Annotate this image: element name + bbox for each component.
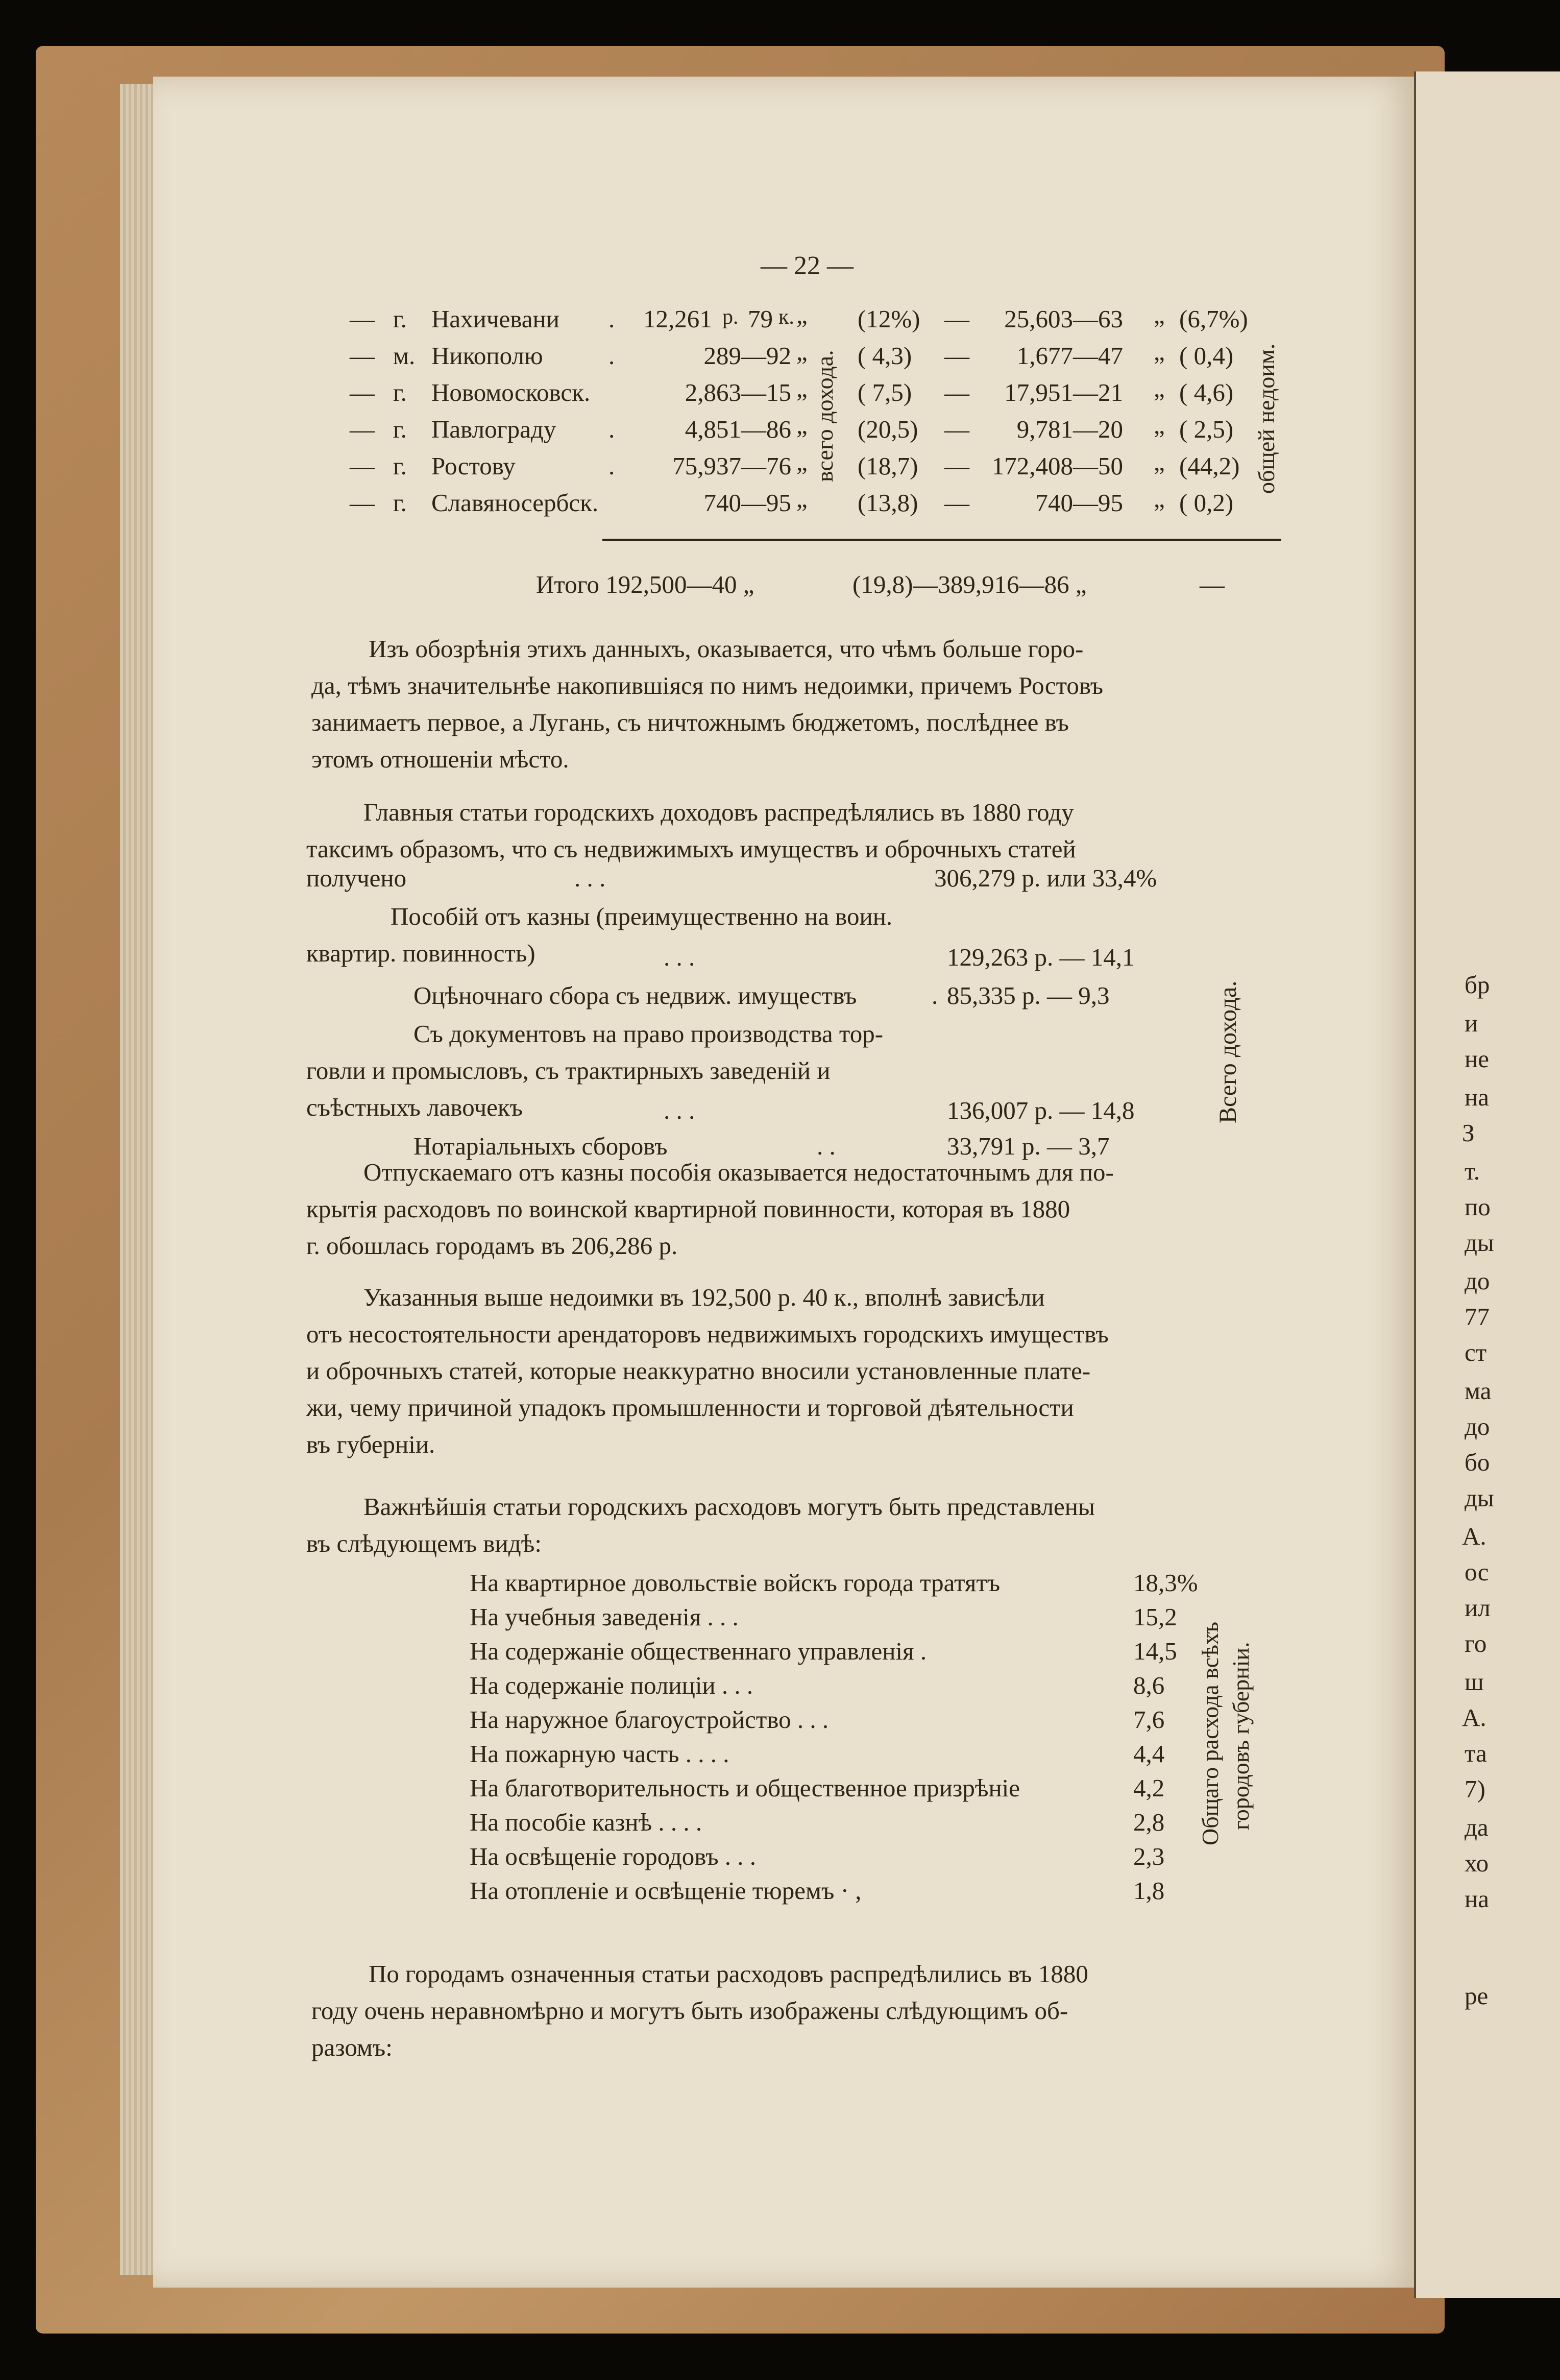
paragraph-1 bbox=[311, 631, 1103, 778]
income-label-line: Пособій отъ казны (преимущественно на воин. bbox=[391, 902, 893, 930]
next-page-fragment: 77 bbox=[1465, 1303, 1490, 1331]
expense-value: 7,6 bbox=[1133, 1705, 1165, 1734]
text-line: Важнѣйшія статьи городскихъ расходовъ могутъ быть представлены bbox=[363, 1493, 1095, 1521]
expense-value: 2,8 bbox=[1133, 1808, 1165, 1836]
income-label-line: Оцѣночнаго сбора съ недвиж. имуществъ bbox=[413, 981, 857, 1009]
paragraph-3 bbox=[306, 1154, 1114, 1264]
row-dash: — bbox=[350, 342, 375, 370]
row-prefix: г. bbox=[393, 452, 407, 480]
row-dash2: — bbox=[944, 415, 969, 443]
row-dash2: — bbox=[944, 305, 969, 333]
next-page-fragment: ре bbox=[1465, 1982, 1489, 2010]
p2-last-label: получено bbox=[306, 864, 407, 892]
paragraph-2 bbox=[306, 794, 1076, 868]
next-page-fragment: т. bbox=[1465, 1157, 1480, 1185]
row-dot: . bbox=[608, 452, 615, 480]
income-label-line: Нотаріальныхъ сборовъ bbox=[413, 1132, 668, 1160]
text-line: Указанныя выше недоимки въ 192,500 р. 40 к., вполнѣ зависѣли bbox=[363, 1283, 1045, 1311]
row-prefix: м. bbox=[393, 342, 416, 370]
table-total-dash: — bbox=[1200, 570, 1225, 598]
next-page bbox=[1414, 71, 1560, 2298]
expense-value: 15,2 bbox=[1133, 1603, 1177, 1631]
income-value: 129,263 р. — 14,1 bbox=[947, 943, 1135, 971]
next-page-fragment: не bbox=[1465, 1045, 1489, 1073]
expense-value: 8,6 bbox=[1133, 1671, 1165, 1699]
expense-label: На квартирное довольствіе войскъ города тратятъ bbox=[470, 1569, 1001, 1597]
expense-value: 14,5 bbox=[1133, 1637, 1177, 1665]
next-page-fragment: ды bbox=[1465, 1229, 1494, 1257]
income-dots: . . bbox=[817, 1132, 836, 1160]
text-line: г. обошлась городамъ въ 206,286 р. bbox=[306, 1232, 678, 1260]
row-pct: (18,7) bbox=[858, 452, 918, 480]
page bbox=[153, 77, 1414, 2288]
row-ditto: „ bbox=[796, 338, 808, 366]
row-ditto2: „ bbox=[1154, 485, 1165, 513]
next-page-fragment: бо bbox=[1465, 1448, 1490, 1476]
paragraph-6 bbox=[311, 1956, 1088, 2066]
row-amount: 12,261 bbox=[643, 305, 712, 333]
row-dash: — bbox=[350, 305, 375, 333]
row-city: Нахичевани bbox=[431, 305, 559, 333]
row-kop-unit: к. bbox=[778, 305, 794, 329]
next-page-fragment: З bbox=[1462, 1119, 1475, 1147]
text-line: Отпускаемаго отъ казны пособія оказывается недостаточнымъ для по- bbox=[363, 1158, 1114, 1186]
paragraph-4 bbox=[306, 1279, 1109, 1463]
expense-vertical-label-1: Общаго расхода всѣхъ bbox=[1197, 1621, 1223, 1846]
next-page-fragment: до bbox=[1465, 1412, 1490, 1440]
row-pct: (20,5) bbox=[858, 415, 918, 443]
row-share: (44,2) bbox=[1179, 452, 1240, 480]
income-dots: . bbox=[932, 981, 938, 1009]
row-dot: . bbox=[608, 415, 615, 443]
row-dash: — bbox=[350, 415, 375, 443]
row-share: ( 4,6) bbox=[1179, 378, 1234, 406]
expense-value: 18,3% bbox=[1133, 1569, 1198, 1597]
page-number: — 22 — bbox=[761, 251, 854, 280]
row-amount: 2,863—15 bbox=[685, 378, 791, 406]
row-total: 25,603—63 bbox=[1004, 305, 1123, 333]
row-share: ( 2,5) bbox=[1179, 415, 1234, 443]
expense-value: 1,8 bbox=[1133, 1877, 1165, 1905]
expense-label: На учебныя заведенія . . . bbox=[470, 1603, 739, 1631]
next-page-fragment: ст bbox=[1465, 1338, 1487, 1366]
expense-value: 4,4 bbox=[1133, 1740, 1165, 1768]
next-page-fragment: 7) bbox=[1465, 1775, 1485, 1803]
row-dash2: — bbox=[944, 452, 969, 480]
row-dash2: — bbox=[944, 378, 969, 406]
row-dot: . bbox=[608, 342, 615, 370]
vertical-label-arrears: общей недоим. bbox=[1253, 343, 1279, 494]
row-ditto: „ bbox=[796, 301, 808, 329]
row-total: 740—95 bbox=[1035, 489, 1123, 517]
next-page-fragment: ды bbox=[1465, 1484, 1494, 1512]
text-line: жи, чему причиной упадокъ промышленности и торговой дѣятельности bbox=[306, 1393, 1074, 1422]
expense-label: На благотворительность и общественное призрѣніе bbox=[470, 1774, 1020, 1802]
row-amount: 740—95 bbox=[703, 489, 791, 517]
text-line: По городамъ означенныя статьи расходовъ распредѣлились въ 1880 bbox=[369, 1960, 1088, 1988]
income-dots: . . . bbox=[664, 943, 695, 971]
next-page-fragment: на bbox=[1465, 1083, 1489, 1111]
row-prefix: г. bbox=[393, 415, 407, 443]
text-line: отъ несостоятельности арендаторовъ недвижимыхъ городскихъ имуществъ bbox=[306, 1320, 1109, 1348]
next-page-fragment: по bbox=[1465, 1193, 1491, 1221]
p2-dots: . . . bbox=[574, 864, 606, 892]
row-share: ( 0,4) bbox=[1179, 342, 1234, 370]
row-city: Славяносербск. bbox=[431, 489, 599, 517]
next-page-fragment: ос bbox=[1465, 1558, 1489, 1586]
row-kop: 79 bbox=[748, 305, 773, 333]
row-pct: (13,8) bbox=[858, 489, 918, 517]
text-line: занимаетъ первое, а Лугань, съ ничтожнымъ бюджетомъ, послѣднее въ bbox=[311, 708, 1069, 736]
row-dash: — bbox=[350, 489, 375, 517]
row-dot: . bbox=[608, 305, 615, 333]
expense-vertical-label-2: городовъ губерніи. bbox=[1228, 1642, 1254, 1831]
income-label-line: говли и промысловъ, съ трактирныхъ заведеній и bbox=[306, 1056, 831, 1085]
row-total: 17,951—21 bbox=[1004, 378, 1123, 406]
row-pct: ( 7,5) bbox=[858, 378, 912, 406]
expense-label: На пожарную часть . . . . bbox=[470, 1740, 729, 1768]
row-prefix: г. bbox=[393, 305, 407, 333]
text-line: таксимъ образомъ, что съ недвижимыхъ имуществъ и оброчныхъ статей bbox=[306, 835, 1076, 863]
expense-label: На пособіе казнѣ . . . . bbox=[470, 1808, 702, 1836]
row-ditto: „ bbox=[796, 374, 808, 402]
income-value: 136,007 р. — 14,8 bbox=[947, 1096, 1135, 1124]
row-total: 9,781—20 bbox=[1016, 415, 1123, 443]
row-city: Павлограду bbox=[431, 415, 556, 443]
row-ditto: „ bbox=[796, 448, 808, 476]
row-city: Новомосковск. bbox=[431, 378, 591, 406]
row-pct: (12%) bbox=[858, 305, 920, 333]
row-ditto: „ bbox=[796, 485, 808, 513]
text-line: въ слѣдующемъ видѣ: bbox=[306, 1529, 542, 1557]
next-page-fragment: А. bbox=[1462, 1703, 1486, 1732]
income-vertical-label: Всего дохода. bbox=[1214, 980, 1241, 1123]
next-page-fragment: ил bbox=[1465, 1594, 1491, 1622]
table-total-pct: (19,8)—389,916—86 „ bbox=[852, 570, 1087, 598]
text-line: и оброчныхъ статей, которые неаккуратно вносили установленные плате- bbox=[306, 1357, 1091, 1385]
paragraph-5 bbox=[306, 1488, 1095, 1562]
next-page-fragment: хо bbox=[1465, 1849, 1489, 1877]
next-page-fragment: ш bbox=[1465, 1668, 1484, 1696]
row-prefix: г. bbox=[393, 378, 407, 406]
next-page-fragment: бр bbox=[1465, 971, 1490, 999]
row-amount: 289—92 bbox=[703, 342, 791, 370]
income-label-line: съѣстныхъ лавочекъ bbox=[306, 1093, 523, 1121]
row-total: 172,408—50 bbox=[991, 452, 1123, 480]
expense-value: 2,3 bbox=[1133, 1842, 1165, 1870]
next-page-fragment: та bbox=[1465, 1739, 1487, 1767]
row-ditto2: „ bbox=[1154, 411, 1165, 439]
vertical-label-income: всего дохода. bbox=[812, 350, 838, 483]
row-pct: ( 4,3) bbox=[858, 342, 912, 370]
text-line: крытія расходовъ по воинской квартирной повинности, которая въ 1880 bbox=[306, 1195, 1070, 1223]
row-dash: — bbox=[350, 452, 375, 480]
income-label-line: Съ документовъ на право производства тор- bbox=[413, 1020, 884, 1048]
next-page-fragment: и bbox=[1465, 1009, 1478, 1037]
row-amount: 75,937—76 bbox=[672, 452, 791, 480]
text-line: въ губерніи. bbox=[306, 1430, 435, 1458]
next-page-fragment: ма bbox=[1465, 1377, 1492, 1405]
text-line: этомъ отношеніи мѣсто. bbox=[311, 745, 569, 773]
row-share: (6,7%) bbox=[1179, 305, 1248, 333]
next-page-fragment: А. bbox=[1462, 1522, 1486, 1550]
row-ditto2: „ bbox=[1154, 301, 1165, 329]
text-line: Главныя статьи городскихъ доходовъ распредѣлялись въ 1880 году bbox=[363, 798, 1074, 826]
row-total: 1,677—47 bbox=[1016, 342, 1123, 370]
table-total-label: Итого 192,500—40 „ bbox=[536, 570, 754, 598]
table-total-rule bbox=[602, 539, 1281, 541]
row-amount: 4,851—86 bbox=[685, 415, 791, 443]
text-line: году очень неравномѣрно и могутъ быть изображены слѣдующимъ об- bbox=[311, 1997, 1068, 2025]
expense-label: На отопленіе и освѣщеніе тюремъ · , bbox=[470, 1877, 862, 1905]
next-page-fragment: да bbox=[1465, 1813, 1489, 1841]
text-line: разомъ: bbox=[311, 2033, 393, 2061]
row-dash: — bbox=[350, 378, 375, 406]
row-city: Никополю bbox=[431, 342, 543, 370]
income-value: 85,335 р. — 9,3 bbox=[947, 981, 1110, 1009]
expense-label: На содержаніе полиціи . . . bbox=[470, 1671, 753, 1699]
income-dots: . . . bbox=[664, 1096, 695, 1124]
expense-label: На освѣщеніе городовъ . . . bbox=[470, 1842, 757, 1870]
row-city: Ростову bbox=[431, 452, 516, 480]
next-page-fragment: на bbox=[1465, 1885, 1489, 1913]
row-share: ( 0,2) bbox=[1179, 489, 1234, 517]
next-page-fragment: до bbox=[1465, 1267, 1490, 1295]
expense-value: 4,2 bbox=[1133, 1774, 1165, 1802]
text-line: да, тѣмъ значительнѣе накопившіяся по нимъ недоимки, причемъ Ростовъ bbox=[311, 671, 1104, 700]
income-value: 33,791 р. — 3,7 bbox=[947, 1132, 1110, 1160]
row-dash2: — bbox=[944, 342, 969, 370]
expense-label: На наружное благоустройство . . . bbox=[470, 1705, 829, 1734]
row-unit: р. bbox=[722, 305, 739, 329]
p2-value: 306,279 р. или 33,4% bbox=[934, 864, 1157, 892]
next-page-fragment: го bbox=[1465, 1629, 1487, 1657]
income-label-line: квартир. повинность) bbox=[306, 939, 535, 967]
row-ditto2: „ bbox=[1154, 338, 1165, 366]
row-dash2: — bbox=[944, 489, 969, 517]
expense-label: На содержаніе общественнаго управленія . bbox=[470, 1637, 927, 1665]
row-ditto: „ bbox=[796, 411, 808, 439]
text-line: Изъ обозрѣнія этихъ данныхъ, оказывается, что чѣмъ больше горо- bbox=[369, 635, 1084, 663]
row-ditto2: „ bbox=[1154, 374, 1165, 402]
row-ditto2: „ bbox=[1154, 448, 1165, 476]
row-prefix: г. bbox=[393, 489, 407, 517]
